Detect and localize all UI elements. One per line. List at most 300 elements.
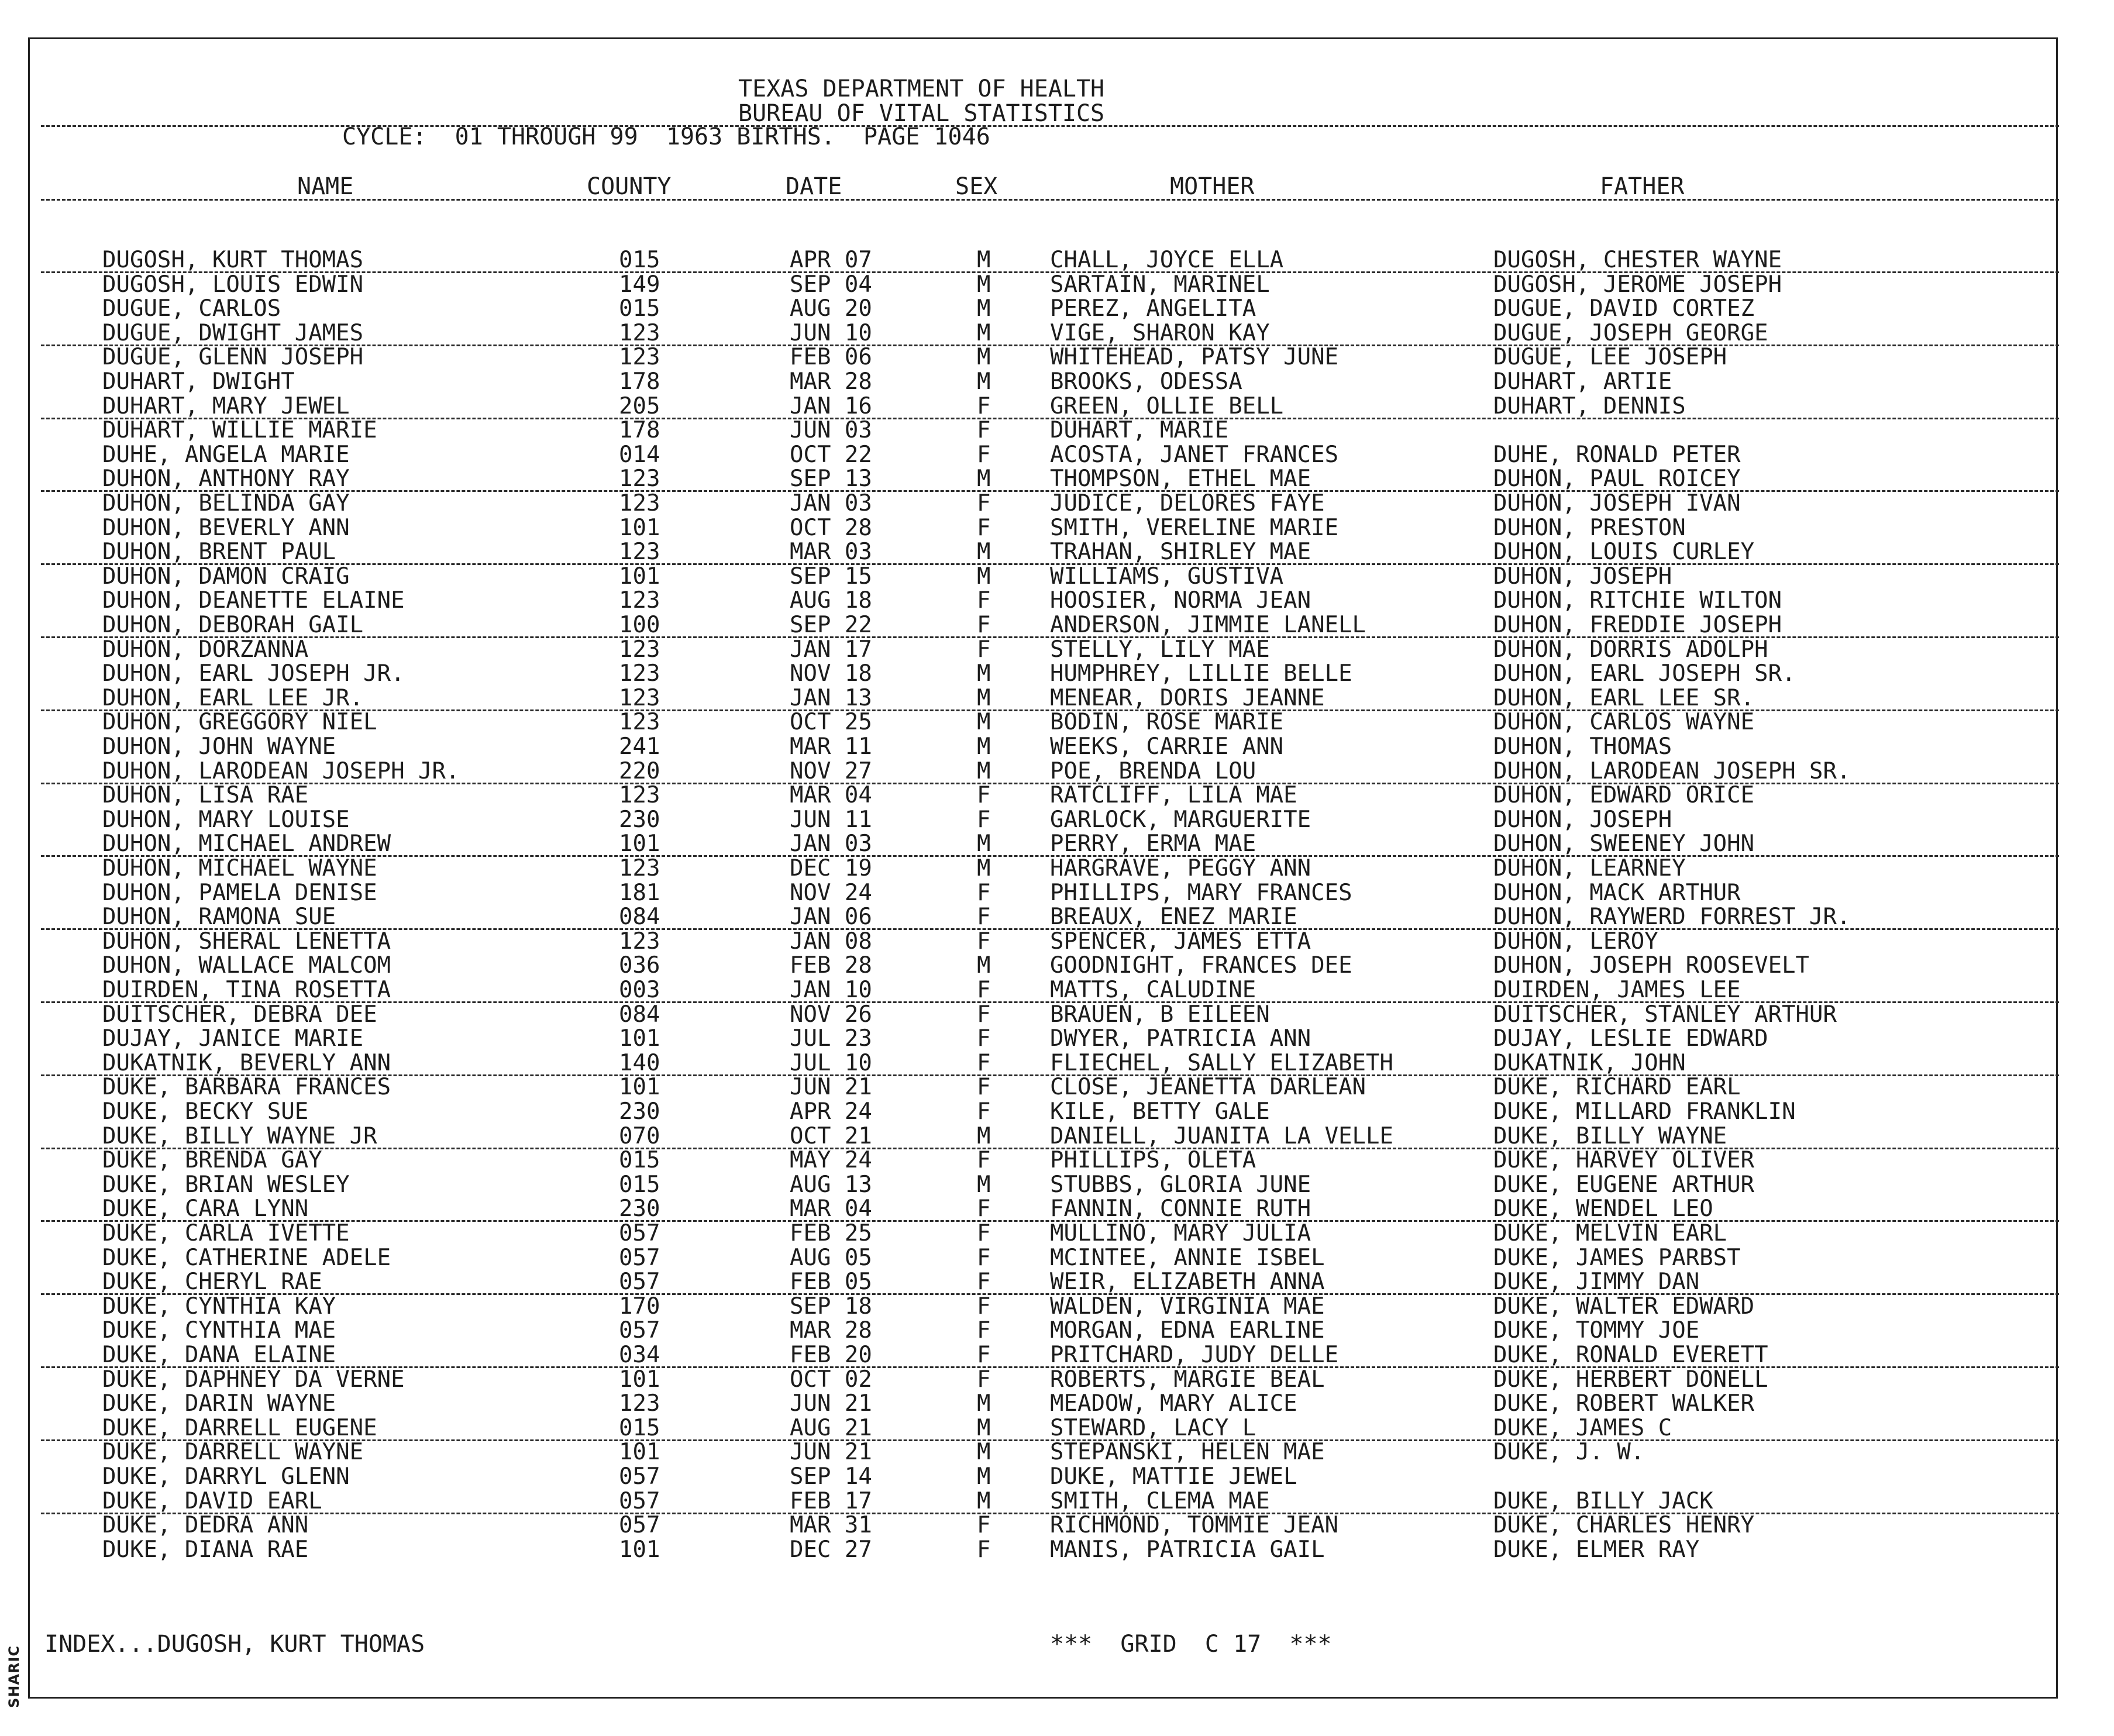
- record-sex: M: [977, 344, 991, 371]
- record-date: OCT 28: [790, 514, 872, 541]
- record-date: FEB 05: [790, 1269, 872, 1296]
- record-father: DUHON, DORRIS ADOLPH: [1493, 636, 1768, 663]
- record-sex: F: [977, 1049, 991, 1076]
- record-county: 123: [619, 344, 660, 371]
- record-father: DUKE, HARVEY OLIVER: [1493, 1147, 1755, 1174]
- record-county: 084: [619, 904, 660, 931]
- record-mother: ACOSTA, JANET FRANCES: [1050, 441, 1339, 468]
- record-county: 003: [619, 977, 660, 1003]
- sharic-label: SHARIC: [6, 1645, 22, 1708]
- record-father: DUGUE, LEE JOSEPH: [1493, 344, 1727, 371]
- record-sex: F: [977, 1098, 991, 1125]
- record-county: 149: [619, 271, 660, 298]
- record-date: MAR 04: [790, 782, 872, 809]
- record-mother: BRAUEN, B EILEEN: [1050, 1001, 1270, 1028]
- record-date: NOV 26: [790, 1001, 872, 1028]
- record-date: AUG 20: [790, 295, 872, 322]
- record-date: JUN 10: [790, 319, 872, 346]
- cycle-line: CYCLE: 01 THROUGH 99 1963 BIRTHS. PAGE 1046: [342, 123, 990, 150]
- record-sex: M: [977, 952, 991, 979]
- record-father: DUIRDEN, JAMES LEE: [1493, 977, 1741, 1003]
- record-father: DUHON, FREDDIE JOSEPH: [1493, 612, 1782, 638]
- record-county: 015: [619, 1171, 660, 1198]
- record-date: NOV 18: [790, 660, 872, 687]
- record-father: DUKE, HERBERT DONELL: [1493, 1366, 1768, 1393]
- record-sex: F: [977, 928, 991, 955]
- record-date: MAY 24: [790, 1147, 872, 1174]
- record-mother: DUHART, MARIE: [1050, 417, 1229, 444]
- record-date: JUL 10: [790, 1049, 872, 1076]
- record-name: DUKE, BECKY SUE: [102, 1098, 309, 1125]
- record-name: DUHON, BEVERLY ANN: [102, 514, 350, 541]
- record-father: DUHART, ARTIE: [1493, 368, 1672, 395]
- record-date: NOV 27: [790, 757, 872, 784]
- record-mother: BROOKS, ODESSA: [1050, 368, 1242, 395]
- record-father: DUHON, EDWARD ORICE: [1493, 782, 1755, 809]
- record-mother: HUMPHREY, LILLIE BELLE: [1050, 660, 1352, 687]
- record-date: SEP 22: [790, 612, 872, 638]
- record-sex: F: [977, 1220, 991, 1246]
- record-sex: M: [977, 660, 991, 687]
- record-father: DUHON, PAUL ROICEY: [1493, 466, 1741, 492]
- record-county: 123: [619, 709, 660, 736]
- record-county: 220: [619, 757, 660, 784]
- record-mother: RICHMOND, TOMMIE JEAN: [1050, 1512, 1339, 1539]
- record-date: JAN 16: [790, 392, 872, 419]
- record-date: JUN 21: [790, 1439, 872, 1466]
- record-sex: F: [977, 1342, 991, 1368]
- record-mother: STEWARD, LACY L: [1050, 1414, 1256, 1441]
- record-mother: SMITH, VERELINE MARIE: [1050, 514, 1339, 541]
- record-father: DUKE, CHARLES HENRY: [1493, 1512, 1755, 1539]
- record-father: DUHON, LEROY: [1493, 928, 1658, 955]
- record-mother: PERRY, ERMA MAE: [1050, 831, 1256, 857]
- record-date: MAR 04: [790, 1196, 872, 1222]
- record-date: JAN 06: [790, 904, 872, 931]
- record-county: 015: [619, 247, 660, 273]
- record-sex: F: [977, 490, 991, 516]
- record-county: 181: [619, 879, 660, 906]
- record-mother: RATCLIFF, LILA MAE: [1050, 782, 1297, 809]
- record-name: DUJAY, JANICE MARIE: [102, 1025, 364, 1052]
- record-date: MAR 11: [790, 733, 872, 760]
- record-date: FEB 28: [790, 952, 872, 979]
- record-name: DUHON, JOHN WAYNE: [102, 733, 336, 760]
- record-mother: PHILLIPS, OLETA: [1050, 1147, 1256, 1174]
- record-date: JUN 03: [790, 417, 872, 444]
- record-sex: M: [977, 1439, 991, 1466]
- record-name: DUKE, BRENDA GAY: [102, 1147, 322, 1174]
- record-father: DUKE, MILLARD FRANKLIN: [1493, 1098, 1796, 1125]
- record-date: JAN 17: [790, 636, 872, 663]
- record-date: DEC 27: [790, 1536, 872, 1563]
- record-county: 230: [619, 1196, 660, 1222]
- record-father: DUHON, LARODEAN JOSEPH SR.: [1493, 757, 1851, 784]
- grid-footer: *** GRID C 17 ***: [1050, 1631, 1332, 1658]
- record-sex: M: [977, 466, 991, 492]
- record-date: SEP 13: [790, 466, 872, 492]
- record-mother: DANIELL, JUANITA LA VELLE: [1050, 1122, 1393, 1149]
- record-name: DUGUE, CARLOS: [102, 295, 281, 322]
- record-sex: F: [977, 1025, 991, 1052]
- record-mother: KILE, BETTY GALE: [1050, 1098, 1270, 1125]
- record-county: 057: [619, 1317, 660, 1344]
- record-father: DUKE, ELMER RAY: [1493, 1536, 1700, 1563]
- record-sex: F: [977, 587, 991, 614]
- record-name: DUKE, CATHERINE ADELE: [102, 1244, 391, 1271]
- record-mother: MEADOW, MARY ALICE: [1050, 1390, 1297, 1417]
- record-father: DUKE, RICHARD EARL: [1493, 1074, 1741, 1101]
- record-sex: F: [977, 1147, 991, 1174]
- record-father: DUGOSH, JEROME JOSEPH: [1493, 271, 1782, 298]
- record-name: DUHON, SHERAL LENETTA: [102, 928, 391, 955]
- record-sex: F: [977, 392, 991, 419]
- record-mother: MANIS, PATRICIA GAIL: [1050, 1536, 1325, 1563]
- record-date: SEP 04: [790, 271, 872, 298]
- sharic-watermark: [1, 1638, 25, 1708]
- record-county: 123: [619, 636, 660, 663]
- record-date: FEB 17: [790, 1487, 872, 1514]
- record-date: JAN 13: [790, 684, 872, 711]
- record-father: DUHON, MACK ARTHUR: [1493, 879, 1741, 906]
- record-county: 057: [619, 1244, 660, 1271]
- record-mother: PEREZ, ANGELITA: [1050, 295, 1256, 322]
- record-date: SEP 15: [790, 563, 872, 590]
- record-name: DUGOSH, KURT THOMAS: [102, 247, 364, 273]
- record-county: 015: [619, 295, 660, 322]
- record-sex: F: [977, 612, 991, 638]
- record-date: AUG 05: [790, 1244, 872, 1271]
- record-father: DUKE, ROBERT WALKER: [1493, 1390, 1755, 1417]
- record-mother: TRAHAN, SHIRLEY MAE: [1050, 539, 1311, 566]
- record-mother: CLOSE, JEANETTA DARLEAN: [1050, 1074, 1366, 1101]
- record-name: DUHON, WALLACE MALCOM: [102, 952, 391, 979]
- column-header-county: COUNTY: [587, 173, 672, 200]
- record-mother: BREAUX, ENEZ MARIE: [1050, 904, 1297, 931]
- record-name: DUHON, EARL LEE JR.: [102, 684, 364, 711]
- record-mother: MORGAN, EDNA EARLINE: [1050, 1317, 1325, 1344]
- record-county: 123: [619, 1390, 660, 1417]
- record-sex: F: [977, 1293, 991, 1320]
- record-name: DUKE, BRIAN WESLEY: [102, 1171, 350, 1198]
- record-father: DUHON, THOMAS: [1493, 733, 1672, 760]
- record-name: DUKE, DAVID EARL: [102, 1487, 322, 1514]
- record-sex: F: [977, 1536, 991, 1563]
- record-county: 057: [619, 1220, 660, 1246]
- record-sex: F: [977, 806, 991, 833]
- record-mother: POE, BRENDA LOU: [1050, 757, 1256, 784]
- record-father: DUKE, JIMMY DAN: [1493, 1269, 1700, 1296]
- record-mother: HARGRAVE, PEGGY ANN: [1050, 855, 1311, 881]
- record-father: DUHON, JOSEPH IVAN: [1493, 490, 1741, 516]
- record-name: DUIRDEN, TINA ROSETTA: [102, 977, 391, 1003]
- record-date: SEP 14: [790, 1463, 872, 1490]
- record-mother: WEIR, ELIZABETH ANNA: [1050, 1269, 1325, 1296]
- record-mother: ANDERSON, JIMMIE LANELL: [1050, 612, 1366, 638]
- record-name: DUHON, DORZANNA: [102, 636, 309, 663]
- record-name: DUGUE, DWIGHT JAMES: [102, 319, 364, 346]
- record-mother: ROBERTS, MARGIE BEAL: [1050, 1366, 1325, 1393]
- record-father: DUKE, JAMES PARBST: [1493, 1244, 1741, 1271]
- record-date: JUN 21: [790, 1390, 872, 1417]
- record-date: FEB 25: [790, 1220, 872, 1246]
- record-county: 036: [619, 952, 660, 979]
- record-name: DUHON, MARY LOUISE: [102, 806, 350, 833]
- record-sex: M: [977, 709, 991, 736]
- record-name: DUKE, CYNTHIA MAE: [102, 1317, 336, 1344]
- record-name: DUHART, MARY JEWEL: [102, 392, 350, 419]
- record-father: DUKE, WENDEL LEO: [1493, 1196, 1713, 1222]
- record-county: 230: [619, 806, 660, 833]
- record-sex: M: [977, 684, 991, 711]
- record-father: DUHON, JOSEPH: [1493, 563, 1672, 590]
- record-county: 241: [619, 733, 660, 760]
- record-father: DUJAY, LESLIE EDWARD: [1493, 1025, 1768, 1052]
- record-sex: M: [977, 1487, 991, 1514]
- record-date: AUG 18: [790, 587, 872, 614]
- record-mother: WHITEHEAD, PATSY JUNE: [1050, 344, 1339, 371]
- record-father: DUKE, JAMES C: [1493, 1414, 1672, 1441]
- record-county: 057: [619, 1463, 660, 1490]
- record-county: 070: [619, 1122, 660, 1149]
- record-county: 015: [619, 1147, 660, 1174]
- column-header-name: NAME: [297, 173, 354, 200]
- record-name: DUKATNIK, BEVERLY ANN: [102, 1049, 391, 1076]
- record-father: DUHE, RONALD PETER: [1493, 441, 1741, 468]
- record-mother: DWYER, PATRICIA ANN: [1050, 1025, 1311, 1052]
- record-name: DUKE, DANA ELAINE: [102, 1342, 336, 1368]
- record-sex: F: [977, 1269, 991, 1296]
- record-name: DUHON, GREGGORY NIEL: [102, 709, 377, 736]
- record-mother: CHALL, JOYCE ELLA: [1050, 247, 1284, 273]
- record-mother: GOODNIGHT, FRANCES DEE: [1050, 952, 1352, 979]
- record-sex: M: [977, 1390, 991, 1417]
- department-title: TEXAS DEPARTMENT OF HEALTH: [738, 75, 1105, 102]
- record-sex: F: [977, 782, 991, 809]
- record-mother: VIGE, SHARON KAY: [1050, 319, 1270, 346]
- record-county: 101: [619, 1439, 660, 1466]
- record-date: MAR 28: [790, 1317, 872, 1344]
- record-father: DUHON, LEARNEY: [1493, 855, 1686, 881]
- record-name: DUHON, MICHAEL WAYNE: [102, 855, 377, 881]
- record-mother: SMITH, CLEMA MAE: [1050, 1487, 1270, 1514]
- record-county: 123: [619, 587, 660, 614]
- record-name: DUHON, BELINDA GAY: [102, 490, 350, 516]
- record-sex: M: [977, 855, 991, 881]
- record-father: DUHON, RAYWERD FORREST JR.: [1493, 904, 1851, 931]
- record-mother: FANNIN, CONNIE RUTH: [1050, 1196, 1311, 1222]
- record-county: 101: [619, 1074, 660, 1101]
- record-name: DUKE, CYNTHIA KAY: [102, 1293, 336, 1320]
- record-name: DUHART, DWIGHT: [102, 368, 295, 395]
- record-mother: STEPANSKI, HELEN MAE: [1050, 1439, 1325, 1466]
- record-name: DUHART, WILLIE MARIE: [102, 417, 377, 444]
- record-county: 084: [619, 1001, 660, 1028]
- record-father: DUKE, EUGENE ARTHUR: [1493, 1171, 1755, 1198]
- record-date: OCT 02: [790, 1366, 872, 1393]
- record-county: 123: [619, 928, 660, 955]
- record-county: 170: [619, 1293, 660, 1320]
- record-mother: STUBBS, GLORIA JUNE: [1050, 1171, 1311, 1198]
- record-county: 123: [619, 490, 660, 516]
- record-name: DUHON, DEBORAH GAIL: [102, 612, 364, 638]
- record-mother: THOMPSON, ETHEL MAE: [1050, 466, 1311, 492]
- record-sex: F: [977, 1366, 991, 1393]
- record-sex: F: [977, 1001, 991, 1028]
- record-sex: F: [977, 977, 991, 1003]
- record-sex: F: [977, 441, 991, 468]
- column-header-date: DATE: [786, 173, 842, 200]
- record-father: DUGUE, JOSEPH GEORGE: [1493, 319, 1768, 346]
- record-sex: F: [977, 514, 991, 541]
- record-mother: GARLOCK, MARGUERITE: [1050, 806, 1311, 833]
- record-name: DUKE, BARBARA FRANCES: [102, 1074, 391, 1101]
- record-father: DUKE, MELVIN EARL: [1493, 1220, 1727, 1246]
- record-date: MAR 03: [790, 539, 872, 566]
- record-name: DUKE, DIANA RAE: [102, 1536, 309, 1563]
- record-mother: DUKE, MATTIE JEWEL: [1050, 1463, 1297, 1490]
- record-name: DUHON, RAMONA SUE: [102, 904, 336, 931]
- record-father: DUHON, CARLOS WAYNE: [1493, 709, 1755, 736]
- record-sex: F: [977, 1074, 991, 1101]
- record-mother: JUDICE, DELORES FAYE: [1050, 490, 1325, 516]
- record-county: 101: [619, 563, 660, 590]
- record-sex: M: [977, 271, 991, 298]
- record-date: MAR 28: [790, 368, 872, 395]
- record-county: 123: [619, 539, 660, 566]
- record-sex: F: [977, 1196, 991, 1222]
- record-county: 015: [619, 1414, 660, 1441]
- record-county: 123: [619, 684, 660, 711]
- record-mother: BODIN, ROSE MARIE: [1050, 709, 1284, 736]
- record-father: DUHON, RITCHIE WILTON: [1493, 587, 1782, 614]
- record-name: DUKE, DEDRA ANN: [102, 1512, 309, 1539]
- record-sex: F: [977, 1244, 991, 1271]
- index-footer: INDEX...DUGOSH, KURT THOMAS: [44, 1631, 425, 1658]
- record-mother: MCINTEE, ANNIE ISBEL: [1050, 1244, 1325, 1271]
- record-name: DUKE, DARRYL GLENN: [102, 1463, 350, 1490]
- record-father: DUGUE, DAVID CORTEZ: [1493, 295, 1755, 322]
- record-father: DUKE, J. W.: [1493, 1439, 1645, 1466]
- record-name: DUHON, BRENT PAUL: [102, 539, 336, 566]
- record-father: DUHON, LOUIS CURLEY: [1493, 539, 1755, 566]
- record-date: NOV 24: [790, 879, 872, 906]
- record-county: 057: [619, 1512, 660, 1539]
- record-sex: F: [977, 636, 991, 663]
- record-father: DUHON, PRESTON: [1493, 514, 1686, 541]
- record-date: APR 07: [790, 247, 872, 273]
- record-date: AUG 21: [790, 1414, 872, 1441]
- record-date: APR 24: [790, 1098, 872, 1125]
- record-date: JUN 11: [790, 806, 872, 833]
- record-name: DUKE, CARA LYNN: [102, 1196, 309, 1222]
- record-father: DUHON, EARL LEE SR.: [1493, 684, 1755, 711]
- record-mother: WILLIAMS, GUSTIVA: [1050, 563, 1284, 590]
- record-county: 140: [619, 1049, 660, 1076]
- record-county: 101: [619, 514, 660, 541]
- record-mother: MENEAR, DORIS JEANNE: [1050, 684, 1325, 711]
- column-header-father: FATHER: [1600, 173, 1685, 200]
- record-name: DUGUE, GLENN JOSEPH: [102, 344, 364, 371]
- record-sex: F: [977, 417, 991, 444]
- record-father: DUHON, JOSEPH: [1493, 806, 1672, 833]
- record-county: 123: [619, 660, 660, 687]
- record-father: DUKE, BILLY JACK: [1493, 1487, 1713, 1514]
- record-date: DEC 19: [790, 855, 872, 881]
- record-father: DUKATNIK, JOHN: [1493, 1049, 1686, 1076]
- record-date: MAR 31: [790, 1512, 872, 1539]
- record-sex: F: [977, 879, 991, 906]
- record-county: 178: [619, 417, 660, 444]
- record-date: JAN 08: [790, 928, 872, 955]
- record-name: DUKE, CHERYL RAE: [102, 1269, 322, 1296]
- record-father: DUHART, DENNIS: [1493, 392, 1686, 419]
- record-name: DUKE, BILLY WAYNE JR: [102, 1122, 377, 1149]
- record-father: DUKE, TOMMY JOE: [1493, 1317, 1700, 1344]
- record-name: DUKE, DARRELL WAYNE: [102, 1439, 364, 1466]
- record-father: DUITSCHER, STANLEY ARTHUR: [1493, 1001, 1837, 1028]
- record-date: OCT 25: [790, 709, 872, 736]
- record-sex: M: [977, 539, 991, 566]
- record-sex: F: [977, 1512, 991, 1539]
- record-sex: M: [977, 831, 991, 857]
- record-mother: PHILLIPS, MARY FRANCES: [1050, 879, 1352, 906]
- record-county: 178: [619, 368, 660, 395]
- record-mother: MULLINO, MARY JULIA: [1050, 1220, 1311, 1246]
- record-sex: M: [977, 1171, 991, 1198]
- record-date: JUN 21: [790, 1074, 872, 1101]
- record-county: 230: [619, 1098, 660, 1125]
- header-rule-2: [41, 199, 2059, 201]
- record-father: DUKE, RONALD EVERETT: [1493, 1342, 1768, 1368]
- record-father: DUHON, JOSEPH ROOSEVELT: [1493, 952, 1810, 979]
- record-date: OCT 22: [790, 441, 872, 468]
- record-mother: WEEKS, CARRIE ANN: [1050, 733, 1284, 760]
- record-county: 123: [619, 466, 660, 492]
- record-name: DUHON, DEANETTE ELAINE: [102, 587, 405, 614]
- record-name: DUKE, DARIN WAYNE: [102, 1390, 336, 1417]
- record-father: DUKE, BILLY WAYNE: [1493, 1122, 1727, 1149]
- record-name: DUHE, ANGELA MARIE: [102, 441, 350, 468]
- record-sex: M: [977, 319, 991, 346]
- record-sex: M: [977, 563, 991, 590]
- record-mother: SARTAIN, MARINEL: [1050, 271, 1270, 298]
- record-sex: M: [977, 1463, 991, 1490]
- record-county: 014: [619, 441, 660, 468]
- record-name: DUHON, MICHAEL ANDREW: [102, 831, 391, 857]
- record-mother: GREEN, OLLIE BELL: [1050, 392, 1284, 419]
- bureau-title: BUREAU OF VITAL STATISTICS: [738, 100, 1105, 127]
- record-date: OCT 21: [790, 1122, 872, 1149]
- record-mother: HOOSIER, NORMA JEAN: [1050, 587, 1311, 614]
- record-name: DUGOSH, LOUIS EDWIN: [102, 271, 364, 298]
- record-date: JAN 03: [790, 831, 872, 857]
- record-mother: MATTS, CALUDINE: [1050, 977, 1256, 1003]
- record-name: DUHON, PAMELA DENISE: [102, 879, 377, 906]
- record-father: DUHON, SWEENEY JOHN: [1493, 831, 1755, 857]
- record-date: SEP 18: [790, 1293, 872, 1320]
- record-name: DUHON, LARODEAN JOSEPH JR.: [102, 757, 460, 784]
- record-county: 101: [619, 831, 660, 857]
- record-date: JAN 10: [790, 977, 872, 1003]
- column-header-sex: SEX: [955, 173, 998, 200]
- record-sex: M: [977, 368, 991, 395]
- record-sex: F: [977, 1317, 991, 1344]
- column-header-mother: MOTHER: [1170, 173, 1255, 200]
- record-sex: F: [977, 904, 991, 931]
- record-county: 123: [619, 319, 660, 346]
- record-name: DUHON, DAMON CRAIG: [102, 563, 350, 590]
